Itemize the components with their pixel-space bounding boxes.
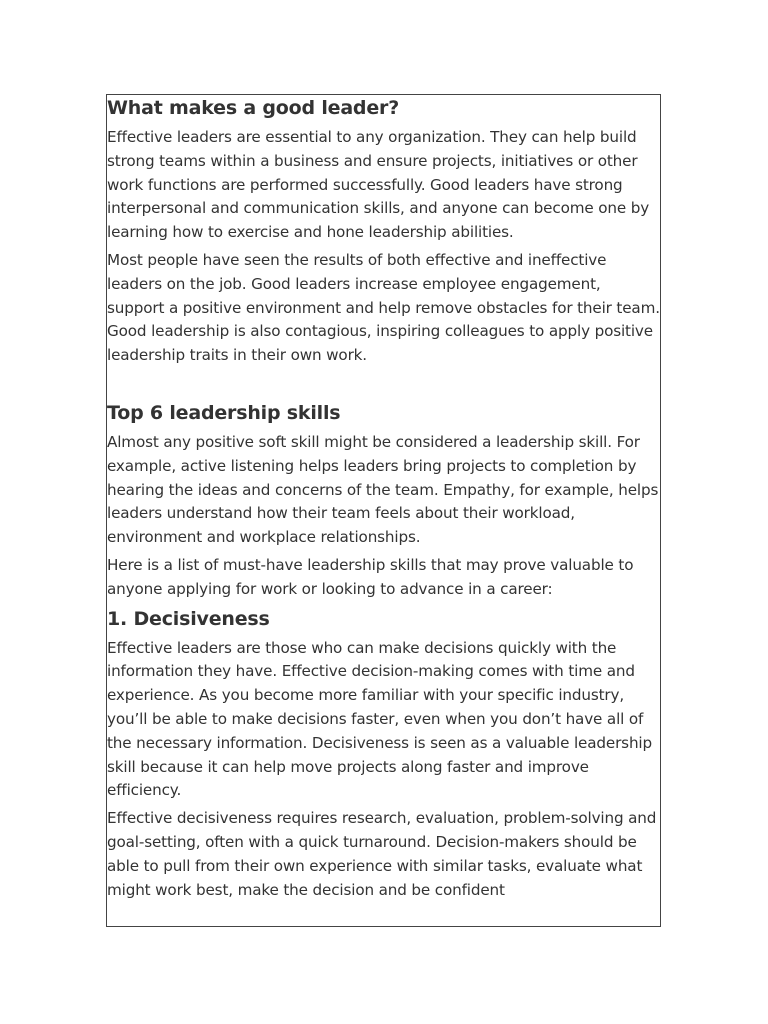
section-spacer <box>107 372 660 400</box>
section-top-skills <box>107 400 660 902</box>
paragraph-decisiveness-1: Effective leaders are those who can make decisions quickly with the information they have. Effective decision-making comes with time and experience. As you become more familiar with your specific industry, you’ll be able to make decisions faster, even when you don’t have all of the necessary information. Decisiveness is seen as a valuable leadership skill because it can help move projects along faster and improve efficiency. <box>107 638 652 800</box>
paragraph-results-of-leaders: Most people have seen the results of both effective and ineffective leaders on the job. Good leaders increase employee engagement, support a positive environment and help remove obstacles for their team. Good leadership is also contagious, inspiring colleagues to apply positive leadership traits in their own work. <box>107 250 660 365</box>
heading-what-makes-good-leader: What makes a good leader? <box>107 97 400 119</box>
paragraph-soft-skills: Almost any positive soft skill might be considered a leadership skill. For example, active listening helps leaders bring projects to completion by hearing the ideas and concerns of the team. Empathy, for example, helps leaders understand how their team feels about their workload, environment and workplace relationships. <box>107 432 659 547</box>
document-page <box>106 94 661 927</box>
heading-decisiveness: 1. Decisiveness <box>107 607 270 630</box>
paragraph-effective-leaders: Effective leaders are essential to any organization. They can help build strong teams within a business and ensure projects, initiatives or other work functions are performed successfully. Good leaders have strong interpersonal and communication skills, and anyone can become one by learning how to exercise and hone leadership abilities. <box>107 128 650 242</box>
section-good-leader <box>107 95 660 368</box>
paragraph-skills-list-intro: Here is a list of must-have leadership skills that may prove valuable to anyone applying for work or looking to advance in a career: <box>107 555 634 598</box>
paragraph-decisiveness-2: Effective decisiveness requires research, evaluation, problem-solving and goal-setting, often with a quick turnaround. Decision-makers should be able to pull from their own experience with similar tasks, evaluate what might work best, make the decision and be confident <box>107 809 657 899</box>
heading-top-6-skills: Top 6 leadership skills <box>107 401 341 424</box>
